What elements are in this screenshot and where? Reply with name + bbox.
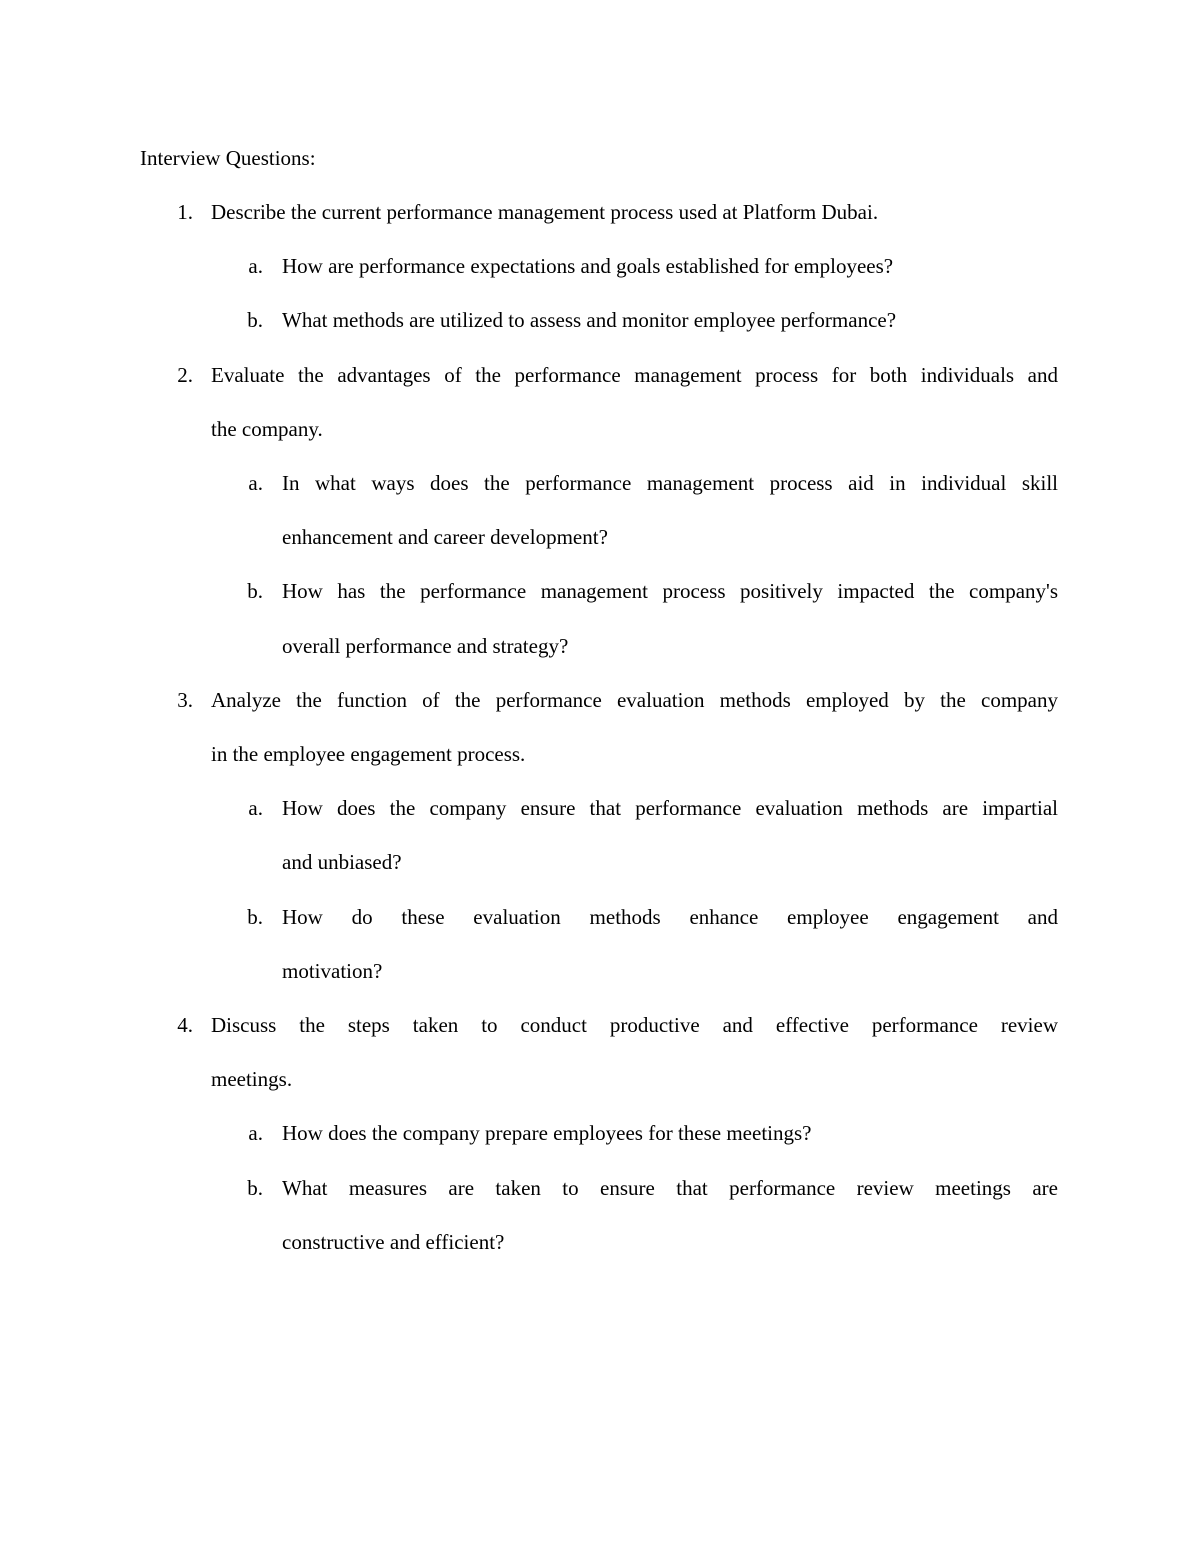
sub-question-letter: a. (248, 796, 263, 821)
sub-question-text-line: How does the company ensure that performance evaluation methods are impartial (282, 796, 1058, 821)
question-text-line: Describe the current performance management process used at Platform Dubai. (211, 200, 879, 224)
sub-question-text-line: motivation? (282, 958, 383, 983)
sub-question-letter: a. (248, 254, 263, 279)
sub-question-text-line: In what ways does the performance management process aid in individual skill (282, 471, 1058, 495)
sub-question-text-line: How are performance expectations and goals established for employees? (282, 254, 894, 279)
question-text-line: meetings. (211, 1067, 293, 1092)
sub-question-text-line: overall performance and strategy? (282, 633, 569, 658)
sub-question-text-line: and unbiased? (282, 850, 402, 875)
question-text-line: the company. (211, 416, 323, 441)
question-number: 4. (177, 1013, 193, 1037)
sub-question-text-line: What measures are taken to ensure that performance review meetings are (282, 1175, 1058, 1200)
sub-question-letter: a. (248, 1121, 263, 1146)
document-heading: Interview Questions: (140, 146, 316, 170)
sub-question-text-line: How do these evaluation methods enhance employee engagement and (282, 904, 1058, 929)
sub-question-text-line: constructive and efficient? (282, 1229, 505, 1254)
sub-question-letter: a. (248, 471, 263, 495)
question-number: 1. (177, 200, 193, 224)
question-text-line: Evaluate the advantages of the performance management process for both individuals and (211, 362, 1058, 387)
question-text-line: Discuss the steps taken to conduct productive and effective performance review (211, 1013, 1058, 1037)
sub-question-text-line: What methods are utilized to assess and monitor employee performance? (282, 308, 897, 333)
sub-question-letter: b. (247, 579, 263, 604)
sub-question-text-line: How has the performance management process positively impacted the company's (282, 579, 1058, 604)
sub-question-letter: b. (247, 904, 263, 929)
sub-question-text-line: enhancement and career development? (282, 525, 608, 550)
question-text-line: in the employee engagement process. (211, 742, 526, 766)
question-number: 2. (177, 362, 193, 387)
sub-question-text-line: How does the company prepare employees for these meetings? (282, 1121, 812, 1146)
sub-question-letter: b. (247, 1175, 263, 1200)
question-number: 3. (177, 687, 193, 712)
sub-question-letter: b. (247, 308, 263, 333)
question-text-line: Analyze the function of the performance evaluation methods employed by the company (211, 687, 1058, 712)
